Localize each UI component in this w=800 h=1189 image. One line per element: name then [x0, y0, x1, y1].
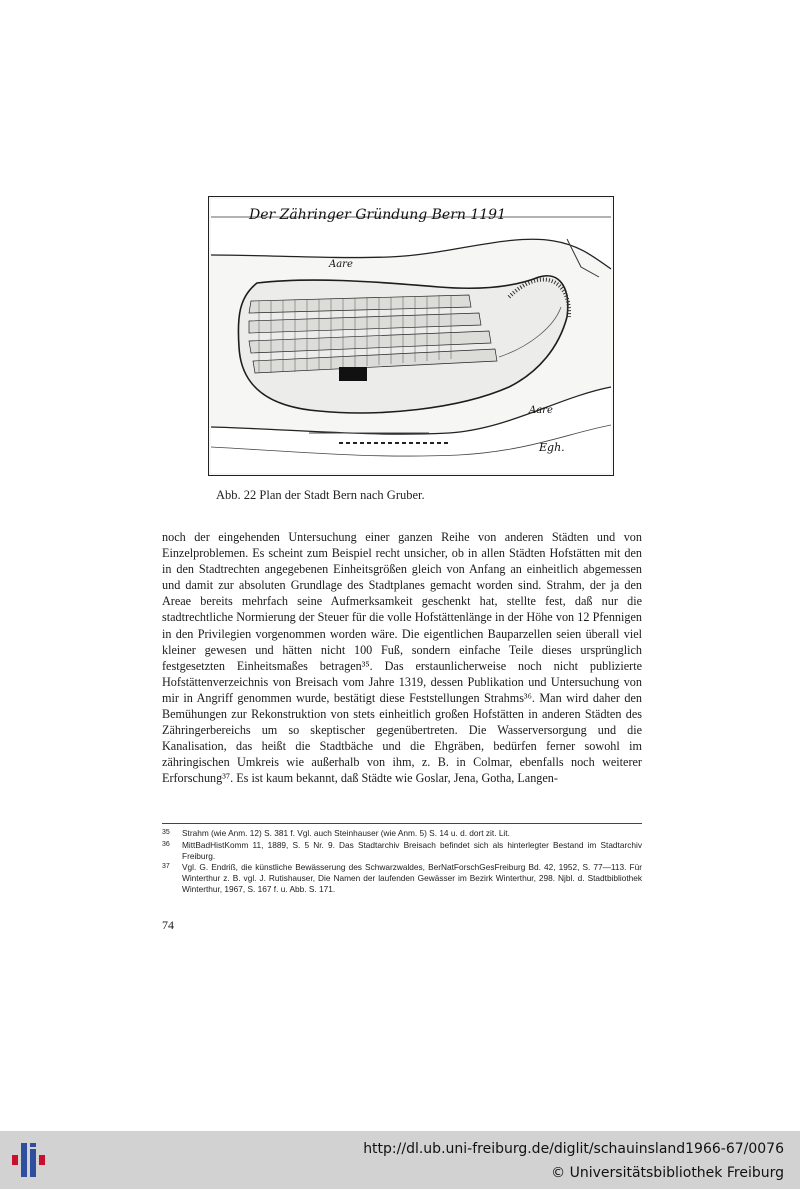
university-logo-icon — [10, 1139, 54, 1181]
bern-city-plan-drawing — [209, 197, 613, 475]
artist-signature: Egh. — [539, 441, 565, 454]
footnote-text: Vgl. G. Endriß, die künstliche Bewässerung des Schwarzwaldes, BerNatForschGesFreiburg Bd. 42, 1952, S. 77—113. Für Winterthur z. B. vgl. J. Rutishauser, Die Namen der laufenden Gewässer im Bezirk Winterthur, 298. Njbl. d. Stadtbibliothek Winterthur, 1967, S. 167 f. u. Abb. S. 171. — [182, 862, 642, 894]
footnote-36 — [162, 840, 642, 862]
viewer-footer — [0, 1131, 800, 1189]
footnote-text: MittBadHistKomm 11, 1889, S. 5 Nr. 9. Das Stadtarchiv Breisach befindet sich als hinterlegter Bestand im Stadtarchiv Freiburg. — [182, 839, 642, 861]
river-label-lower: Aare — [529, 405, 553, 416]
footnotes — [162, 823, 642, 896]
copyright-notice: © Universitätsbibliothek Freiburg — [551, 1165, 784, 1181]
river-label-upper: Aare — [329, 259, 353, 270]
footnote-37 — [162, 862, 642, 894]
body-paragraph — [162, 529, 642, 787]
main-paragraph: noch der eingehenden Untersuchung einer ganzen Reihe von anderen Städten und von Einzelproblemen. Es scheint zum Beispiel recht unsicher, ob in allen Städten Hofstätten mit den in den Stadtrechten angegebenen Einheitsgrößen gleich von Anfang an einheitlich abgemessen und damit zur absoluten Grundlage des Stadtplanes gemacht worden sind. Strahm, der ja den Areae bereits mehrfach seine Aufmerksamkeit geschenkt hat, stellte fest, daß nur die stadtrechtliche Normierung der Steuer für die volle Hofstättenlänge in der Höhe von 12 Pfennigen in den Privilegien vorgenommen worden wäre. Die eigentlichen Bauparzellen seien überall viel kleiner gewesen und hätten nicht 100 Fuß, sondern einfache Teile dieses ursprünglich festgesetzten Einheitsmaßes betragen³⁵. Das erstaunlicherweise noch nicht publizierte Hofstättenverzeichnis von Breisach vom Jahre 1319, dessen Publikation und Untersuchung von mir in Angriff genommen wurde, bestätigt diese Feststellungen Strahms³⁶. Man wird daher den Bemühungen zur Rekonstruktion von stets einheitlich großen Hofstätten in anderen Städten des Zähringerbereichs um so skeptischer gegenübertreten. Die Wasserversorgung und die Kanalisation, das heißt die Stadtbäche und die Ehgräben, bedürfen ferner sowohl im zähringischen Umkreis wie außerhalb von ihm, z. B. in Colmar, ebenfalls noch weiterer Erforschung³⁷. Es ist kaum bekannt, daß Städte wie Goslar, Jena, Gotha, Langen- — [162, 530, 642, 786]
page-number: 74 — [162, 918, 174, 932]
handwritten-plan-title: Der Zähringer Gründung Bern 1191 — [249, 207, 506, 223]
figure-caption: Abb. 22 Plan der Stadt Bern nach Gruber. — [216, 488, 425, 502]
footnote-35 — [162, 828, 642, 839]
permalink-url[interactable]: http://dl.ub.uni-freiburg.de/diglit/schauinsland1966-67/0076 — [363, 1141, 784, 1157]
city-plan-figure — [208, 196, 614, 476]
footnote-number: 35 — [162, 829, 170, 836]
footnote-text: Strahm (wie Anm. 12) S. 381 f. Vgl. auch Steinhauser (wie Anm. 5) S. 14 u. d. dort zit. Lit. — [182, 828, 510, 838]
footnote-number: 37 — [162, 863, 170, 871]
footnote-number: 36 — [162, 840, 170, 848]
